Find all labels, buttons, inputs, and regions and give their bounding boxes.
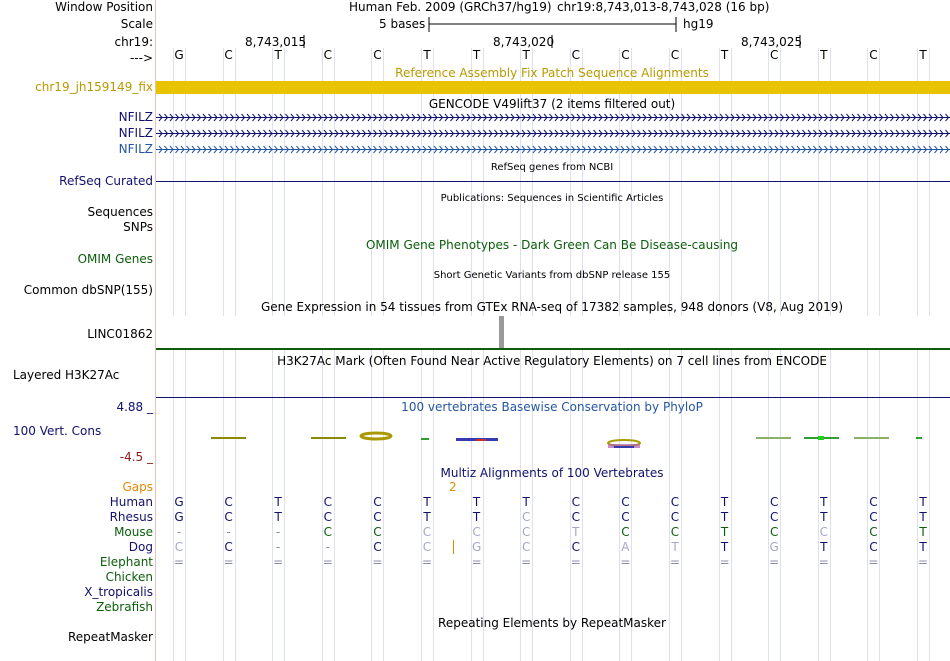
alignment-base: T [820, 495, 828, 509]
alignment-base: C [174, 540, 184, 554]
assembly-text: Human Feb. 2009 (GRCh37/hg19) [349, 0, 552, 14]
publications-sequences-label[interactable]: Sequences [87, 205, 153, 219]
multiz-gap-count: 2 [449, 480, 457, 494]
reference-base: T [274, 48, 282, 62]
gencode-transcript-3[interactable] [156, 145, 950, 154]
alignment-base: T [274, 510, 282, 524]
alignment-base: C [224, 495, 233, 509]
dbsnp-label[interactable]: Common dbSNP(155) [23, 283, 153, 297]
reference-base: G [174, 48, 184, 62]
fix-patch-title: Reference Assembly Fix Patch Sequence Alignments [395, 66, 709, 80]
alignment-base: C [769, 510, 779, 524]
multiz-title: Multiz Alignments of 100 Vertebrates [440, 466, 664, 480]
h3k27ac-title: H3K27Ac Mark (Often Found Near Active Regulatory Elements) on 7 cell lines from ENCODE [277, 354, 827, 368]
base-guide-line [830, 48, 831, 661]
ruler-tick-3: 8,743,025 [741, 35, 803, 49]
alignment-base: C [819, 525, 828, 539]
alignment-base: T [919, 495, 927, 509]
alignment-base: C [571, 495, 580, 509]
base-guide-line [929, 48, 930, 661]
species-label-elephant[interactable]: Elephant [99, 555, 153, 569]
alignment-base: C [373, 495, 382, 509]
alignment-base: C [224, 540, 233, 554]
alignment-base: = [322, 555, 333, 569]
species-label-dog[interactable]: Dog [128, 540, 153, 554]
window-position-label: Window Position [55, 0, 153, 14]
alignment-base: T [472, 510, 481, 524]
phylop-min-label: -4.5 _ [119, 450, 153, 464]
reference-base: C [869, 48, 878, 62]
alignment-base: C [521, 525, 531, 539]
refseq-title: RefSeq genes from NCBI [490, 162, 614, 173]
alignment-base: = [570, 555, 581, 569]
alignment-base: T [919, 540, 927, 554]
alignment-base: T [671, 540, 679, 554]
alignment-base: = [173, 555, 185, 569]
alignment-base: C [373, 510, 382, 524]
alignment-base: C [670, 495, 680, 509]
gtex-title: Gene Expression in 54 tissues from GTEx RNA-seq of 17382 samples, 948 donors (V8, Aug 2019) [260, 300, 844, 314]
reference-base: C [769, 48, 779, 62]
gencode-title: GENCODE V49lift37 (2 items filtered out) [428, 97, 676, 111]
alignment-base: C [422, 525, 432, 539]
h3k27ac-label[interactable]: Layered H3K27Ac [13, 368, 120, 382]
reference-base: C [373, 48, 382, 62]
refseq-line[interactable] [156, 181, 950, 182]
omim-title: OMIM Gene Phenotypes - Dark Green Can Be Disease-causing [365, 238, 739, 252]
dog-gap-marker [453, 540, 454, 554]
species-label-mouse[interactable]: Mouse [114, 525, 153, 539]
scale-label: Scale [120, 17, 153, 31]
reference-base: C [621, 48, 630, 62]
alignment-base: C [621, 495, 630, 509]
alignment-base: T [919, 510, 927, 524]
alignment-base: C [422, 540, 432, 554]
alignment-base: = [471, 555, 482, 569]
reference-base: C [224, 48, 233, 62]
alignment-base: C [869, 525, 878, 539]
alignment-base: C [670, 525, 680, 539]
alignment-base: C [323, 495, 332, 509]
alignment-base: = [719, 555, 730, 569]
alignment-base: T [572, 525, 580, 539]
alignment-base: C [571, 510, 580, 524]
gtex-bar [499, 316, 504, 348]
alignment-base: T [720, 525, 729, 539]
alignment-base: = [917, 555, 929, 569]
alignment-base: C [769, 495, 779, 509]
species-label-xtropicalis[interactable]: X_tropicalis [84, 585, 153, 599]
alignment-base: C [521, 540, 531, 554]
phylop-wiggle[interactable] [156, 425, 950, 455]
alignment-base: G [174, 510, 184, 524]
omim-label[interactable]: OMIM Genes [77, 252, 153, 266]
alignment-base: = [669, 555, 681, 569]
reference-base: T [820, 48, 828, 62]
alignment-base: T [472, 495, 481, 509]
alignment-base: T [919, 525, 927, 539]
gtex-plot-area[interactable] [156, 316, 950, 348]
dbsnp-title: Short Genetic Variants from dbSNP release 155 [433, 270, 671, 281]
alignment-base: = [223, 555, 234, 569]
reference-base: T [472, 48, 481, 62]
gencode-label-3[interactable]: NFILZ [118, 142, 153, 156]
alignment-base: = [769, 555, 780, 569]
reference-base: C [670, 48, 680, 62]
track-labels-panel [0, 0, 156, 661]
reference-base: T [720, 48, 729, 62]
alignment-base: = [421, 555, 433, 569]
alignment-base: = [620, 555, 631, 569]
alignment-base: = [273, 555, 284, 569]
alignment-base: T [423, 495, 431, 509]
alignment-base: - [226, 525, 231, 539]
species-label-chicken[interactable]: Chicken [105, 570, 153, 584]
db-text: hg19 [683, 17, 714, 31]
species-label-zebrafish[interactable]: Zebrafish [96, 600, 153, 614]
base-guide-line [235, 48, 236, 661]
multiz-gaps-label[interactable]: Gaps [122, 480, 153, 494]
alignment-base: C [869, 540, 878, 554]
track-data-panel[interactable] [156, 0, 950, 661]
reference-base: C [323, 48, 332, 62]
alignment-base: T [720, 540, 729, 554]
alignment-base: = [868, 555, 879, 569]
base-guide-line [185, 48, 186, 661]
alignment-base: C [769, 525, 779, 539]
scale-text: 5 bases [379, 17, 426, 31]
alignment-base: - [325, 540, 330, 554]
alignment-base: C [521, 510, 531, 524]
gencode-transcript-2[interactable] [156, 129, 950, 138]
alignment-base: C [621, 510, 630, 524]
reference-base: T [423, 48, 431, 62]
refseq-label[interactable]: RefSeq Curated [59, 174, 153, 188]
publications-title: Publications: Sequences in Scientific Articles [440, 193, 664, 204]
species-label-human[interactable]: Human [109, 495, 153, 509]
alignment-base: T [522, 495, 530, 509]
phylop-label[interactable]: 100 Vert. Cons [13, 424, 102, 438]
base-guide-line [879, 48, 880, 661]
alignment-base: T [274, 495, 282, 509]
fix-patch-label[interactable]: chr19_jh159149_fix [35, 80, 153, 94]
strand-label: ---> [129, 51, 153, 65]
alignment-base: G [174, 495, 184, 509]
alignment-base: = [372, 555, 383, 569]
gencode-label-1[interactable]: NFILZ [118, 110, 153, 124]
phylop-max-label: 4.88 _ [116, 400, 153, 414]
fix-patch-bar[interactable] [156, 81, 950, 94]
alignment-base: = [818, 555, 829, 569]
alignment-base: - [276, 525, 281, 539]
publications-snps-label[interactable]: SNPs [123, 220, 153, 234]
gencode-label-2[interactable]: NFILZ [118, 126, 153, 140]
alignment-base: C [323, 525, 332, 539]
alignment-base: G [769, 540, 779, 554]
alignment-base: - [176, 525, 182, 539]
alignment-base: T [820, 510, 828, 524]
species-label-rhesus[interactable]: Rhesus [109, 510, 153, 524]
alignment-base: T [820, 540, 828, 554]
alignment-base: C [373, 540, 382, 554]
alignment-base: T [720, 510, 729, 524]
gtex-baseline [156, 348, 950, 350]
reference-base: T [919, 48, 927, 62]
alignment-base: G [471, 540, 482, 554]
phylop-title: 100 vertebrates Basewise Conservation by PhyloP [401, 400, 703, 414]
alignment-base: C [323, 510, 332, 524]
alignment-base: T [423, 510, 431, 524]
alignment-base: A [621, 540, 630, 554]
alignment-base: C [621, 525, 630, 539]
repeatmasker-label[interactable]: RepeatMasker [67, 630, 153, 644]
gencode-transcript-1[interactable] [156, 113, 950, 122]
ruler-tick-2: 8,743,020 [493, 35, 555, 49]
h3k27ac-baseline [156, 397, 950, 398]
ruler-tick-1: 8,743,015 [245, 35, 307, 49]
alignment-base: T [720, 495, 729, 509]
alignment-base: = [521, 555, 532, 569]
position-text: chr19:8,743,013-8,743,028 (16 bp) [557, 0, 770, 14]
chrom-label: chr19: [114, 35, 153, 49]
alignment-base: C [472, 525, 481, 539]
alignment-base: C [571, 540, 580, 554]
repeatmasker-title: Repeating Elements by RepeatMasker [438, 616, 666, 630]
alignment-base: C [869, 495, 878, 509]
gtex-label[interactable]: LINC01862 [87, 327, 153, 341]
alignment-base: C [670, 510, 680, 524]
alignment-base: - [276, 540, 281, 554]
alignment-base: C [224, 510, 233, 524]
reference-base: C [571, 48, 580, 62]
reference-base: T [522, 48, 530, 62]
alignment-base: C [373, 525, 382, 539]
alignment-base: C [869, 510, 878, 524]
